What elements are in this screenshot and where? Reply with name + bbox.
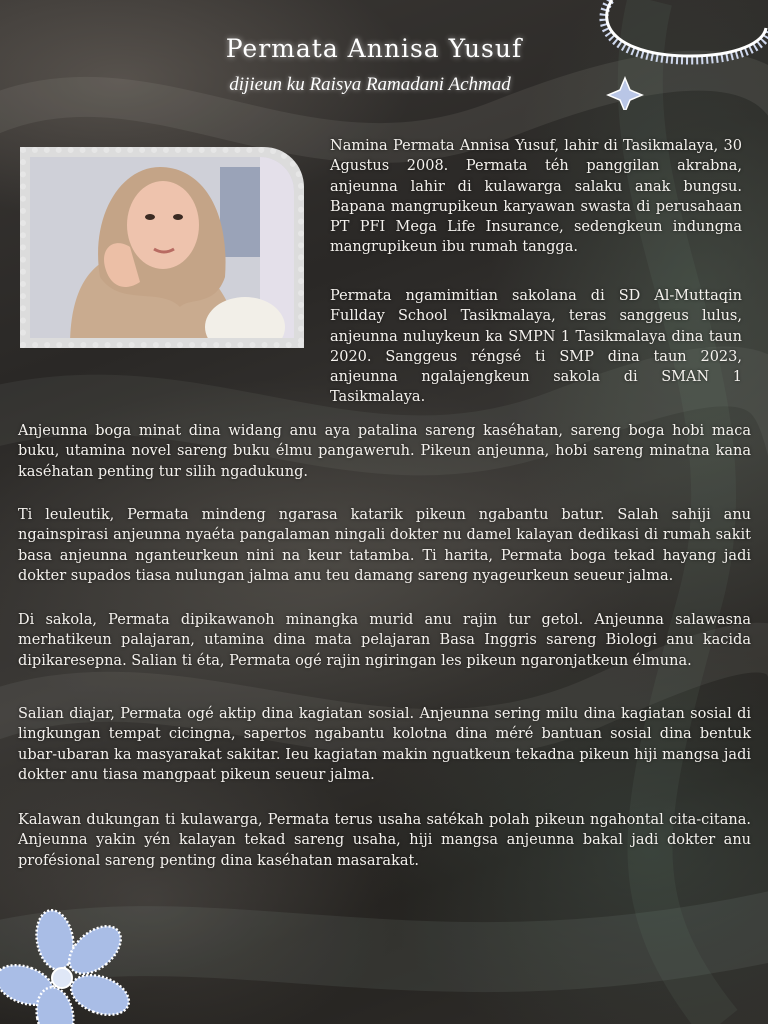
portrait-photo (30, 157, 294, 338)
bio-paragraph-3: Anjeunna boga minat dina widang anu aya patalina sareng kaséhatan, sareng boga hobi maca buku, utamina novel sareng buku élmu pangaweruh. Pikeun anjeunna, hobi sareng minatna kana kaséhatan penting tur silih ngadukung. (18, 423, 751, 480)
bio-paragraph-4: Ti leuleutik, Permata mindeng ngarasa katarik pikeun ngabantu batur. Salah sahiji anu ngainspirasi anjeunna nyaéta pangalaman ningali dokter nu damel kalayan dedikasi di rumah sakit basa anjeunna nganteurkeun nini na keur tatamba. Ti harita, Permata boga tekad hayang jadi dokter supados tiasa nulungan jalma anu teu damang sareng nyageurkeun seueur jalma. (18, 507, 751, 584)
bio-paragraph-2: Permata ngamimitian sakolana di SD Al-Muttaqin Fullday School Tasikmalaya, teras sanggeus lulus, anjeunna nuluykeun ka SMPN 1 Tasikmalaya dina taun 2020. Sanggeus réngsé ti SMP dina taun 2023, anjeunna ngalajengkeun sakola di SMAN 1 Tasikmalaya. (330, 288, 742, 406)
bio-paragraph-1: Namina Permata Annisa Yusuf, lahir di Tasikmalaya, 30 Agustus 2008. Permata téh panggilan akrabna, anjeunna lahir di kulawarga salaku anak bungsu. Bapana mangrupikeun karyawan swasta di perusahaan PT PFI Mega Life Insurance, sedengkeun indungna mangrupikeun ibu rumah tangga. (330, 138, 742, 256)
bio-paragraph-6: Salian diajar, Permata ogé aktip dina kagiatan sosial. Anjeunna sering milu dina kagiatan sosial di lingkungan tempat cicingna, sapertos ngabantu kolotna dina méré bantuan sosial dina bentuk ubar-ubaran ka masyarakat sakitar. Ieu kagiatan makin nguatkeun tekadna pikeun hiji mangsa jadi dokter anu tiasa mangpaat pikeun seueur jalma. (18, 706, 751, 783)
bio-paragraph-5: Di sakola, Permata dipikawanoh minangka murid anu rajin tur getol. Anjeunna salawasna merhatikeun palajaran, utamina dina mata pelajaran Basa Inggris sareng Biologi anu kacida dipikaresepna. Salian ti éta, Permata ogé rajin ngiringan les pikeun ngaronjatkeun élmuna. (18, 612, 751, 669)
page-title: Permata Annisa Yusuf (225, 34, 523, 63)
flower-icon (0, 900, 150, 1024)
bio-paragraph-7: Kalawan dukungan ti kulawarga, Permata terus usaha satékah polah pikeun ngahontal cita-citana. Anjeunna yakin yén kalayan tekad sareng usaha, hiji mangsa anjeunna bakal jadi dokter anu profésional sareng penting dina kaséhatan masarakat. (18, 812, 751, 869)
author-credit: dijieun ku Raisya Ramadani Achmad (229, 74, 511, 95)
photo-frame (20, 147, 304, 348)
portrait-icon (30, 157, 294, 338)
